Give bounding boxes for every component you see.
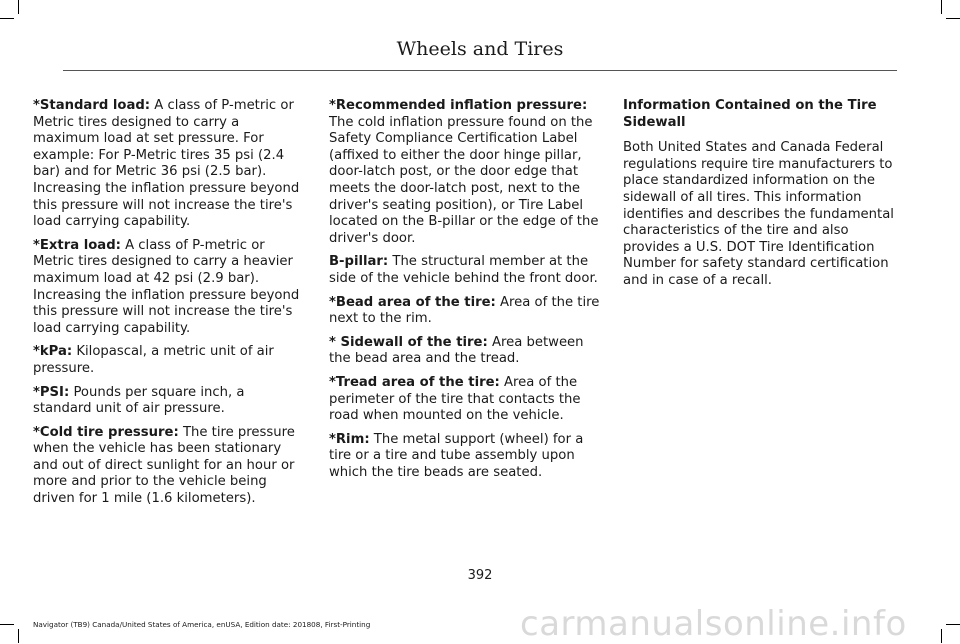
page-number: 392 xyxy=(467,568,493,583)
definition-paragraph xyxy=(33,425,305,508)
definition-paragraph xyxy=(329,98,601,247)
definition-text: Pounds per square inch, a standard unit of air pressure. xyxy=(33,384,245,417)
footer-edition-text: Navigator (TB9) Canada/United States of America, enUSA, Edition date: 201808, First-Printing xyxy=(33,620,371,629)
definition-term: B-pillar: xyxy=(329,254,389,270)
definition-paragraph xyxy=(329,254,601,287)
definition-text: Area of the perimeter of the tire that contacts the road when mounted on the vehicle. xyxy=(329,374,581,424)
definition-term: *PSI: xyxy=(33,384,70,400)
definition-text: The cold inflation pressure found on the Safety Compliance Certification Label (affixed to either the door hinge pillar, door-latch post, or the door edge that meets the door-latch post, next to the driver's seating position), or Tire Label located on the B-pillar or the edge of the driver's door. xyxy=(329,114,599,246)
definition-term: *Bead area of the tire: xyxy=(329,294,496,310)
crop-mark-bottom-right-v xyxy=(941,629,942,643)
definition-text: The tire pressure when the vehicle has been stationary and out of direct sunlight for an hour or more and prior to the vehicle being driven for 1 mile (1.6 kilometers). xyxy=(33,424,295,507)
crop-mark-top-right-h xyxy=(946,18,960,19)
section-heading: Information Contained on the Tire Sidewall xyxy=(623,98,877,130)
crop-mark-top-right-v xyxy=(941,0,942,14)
definition-paragraph xyxy=(329,335,601,368)
definition-paragraph xyxy=(33,344,305,377)
definition-term: *Standard load: xyxy=(33,98,151,113)
crop-mark-top-left-v xyxy=(18,0,19,14)
definition-term: *Tread area of the tire: xyxy=(329,374,500,390)
section-body: Both United States and Canada Federal regulations require tire manufacturers to place standardized information on the sidewall of all tires. This information identifies and describes the fundamental characteristics of the tire and also provides a U.S. DOT Tire Identification Number for safety standard certification and in case of a recall. xyxy=(623,140,894,288)
definition-text: Area of the tire next to the rim. xyxy=(329,294,600,327)
definition-paragraph xyxy=(33,98,305,231)
crop-mark-bottom-left-h xyxy=(0,624,14,625)
definition-term: *Extra load: xyxy=(33,237,121,253)
definition-paragraph xyxy=(33,238,305,338)
definition-text: Kilopascal, a metric unit of air pressure. xyxy=(33,344,274,376)
column-left xyxy=(33,98,305,515)
definition-text: A class of P-metric or Metric tires designed to carry a heavier maximum load at 42 psi (2.9 bar). Increasing the inflation pressure beyond this pressure will not increase the tire's load carrying capability. xyxy=(33,237,300,336)
watermark-text: carmanualsonline.info xyxy=(520,604,907,644)
definition-text: The structural member at the side of the vehicle behind the front door. xyxy=(329,254,598,286)
definition-text: The metal support (wheel) for a tire or a tire and tube assembly upon which the tire beads are seated. xyxy=(329,431,584,480)
definition-text: A class of P-metric or Metric tires designed to carry a maximum load at set pressure. For example: For P-Metric tires 35 psi (2.4 bar) and for Metric 36 psi (2.5 bar). Increasing the inflation pressure beyond this pressure will not increase the tire's load carrying capability. xyxy=(33,98,300,230)
definition-term: *Recommended inflation pressure: xyxy=(329,98,588,113)
definition-term: * Sidewall of the tire: xyxy=(329,334,488,350)
crop-mark-bottom-left-v xyxy=(18,629,19,643)
definition-paragraph xyxy=(329,432,601,482)
definition-paragraph xyxy=(329,375,601,425)
crop-mark-bottom-right-h xyxy=(946,624,960,625)
definition-term: *Rim: xyxy=(329,431,370,447)
crop-mark-top-left-h xyxy=(0,18,14,19)
header-divider xyxy=(63,70,897,71)
definition-term: *kPa: xyxy=(33,344,73,360)
definition-text: Area between the bead area and the tread. xyxy=(329,334,584,367)
definition-paragraph xyxy=(329,295,601,328)
definition-paragraph xyxy=(33,385,305,418)
column-right xyxy=(623,98,895,297)
column-middle xyxy=(329,98,601,488)
page-title: Wheels and Tires xyxy=(396,38,564,60)
definition-term: *Cold tire pressure: xyxy=(33,424,179,440)
